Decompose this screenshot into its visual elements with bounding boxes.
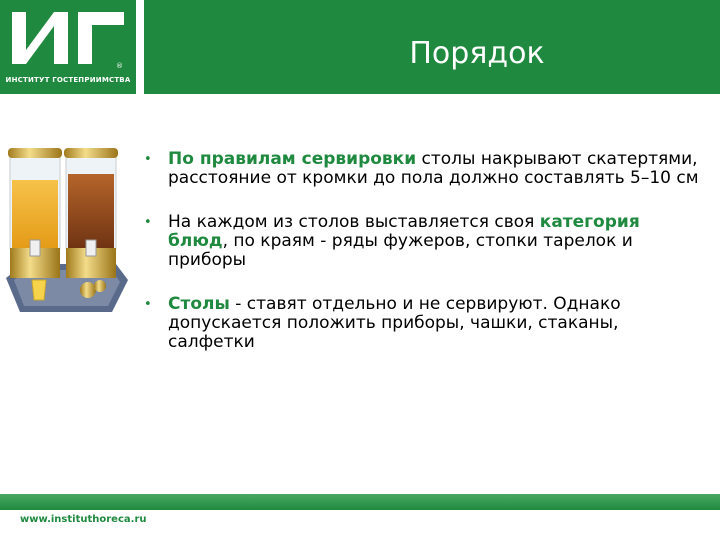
bullet-highlight: По правилам сервировки: [168, 149, 417, 169]
footer-bar: [0, 494, 720, 510]
bullet-dot-icon: •: [144, 297, 152, 312]
bullet-highlight: категория блюд: [168, 212, 640, 251]
ig-logo-icon: [10, 8, 126, 68]
logo-registered-mark: ®: [116, 62, 123, 70]
footer-url[interactable]: www.instituthoreca.ru: [20, 514, 147, 525]
juice-dispenser-image: [0, 140, 132, 320]
list-item: [140, 213, 700, 270]
logo: [0, 0, 136, 94]
bullet-text: На каждом из столов выставляется своя: [168, 212, 540, 232]
title-bar: [144, 0, 720, 94]
list-item: [140, 295, 700, 352]
logo-text: ИНСТИТУТ ГОСТЕПРИИМСТВА: [5, 76, 131, 84]
bullet-text: столы накрывают скатертями, расстояние от кромки до пола должно составлять 5–10 см: [168, 149, 699, 188]
bullet-text: - ставят отдельно и не сервируют. Однако допускается положить приборы, чашки, стаканы, салфетки: [168, 294, 621, 352]
bullet-highlight: Столы: [168, 294, 230, 314]
bullet-dot-icon: •: [144, 152, 152, 167]
bullet-text: , по краям - ряды фужеров, стопки тарелок и приборы: [168, 231, 633, 270]
slide-title: Порядок: [409, 36, 545, 71]
juice-dispenser-icon: [0, 140, 132, 320]
list-item: [140, 150, 700, 188]
bullet-dot-icon: •: [144, 215, 152, 230]
bullet-list: [140, 150, 700, 377]
